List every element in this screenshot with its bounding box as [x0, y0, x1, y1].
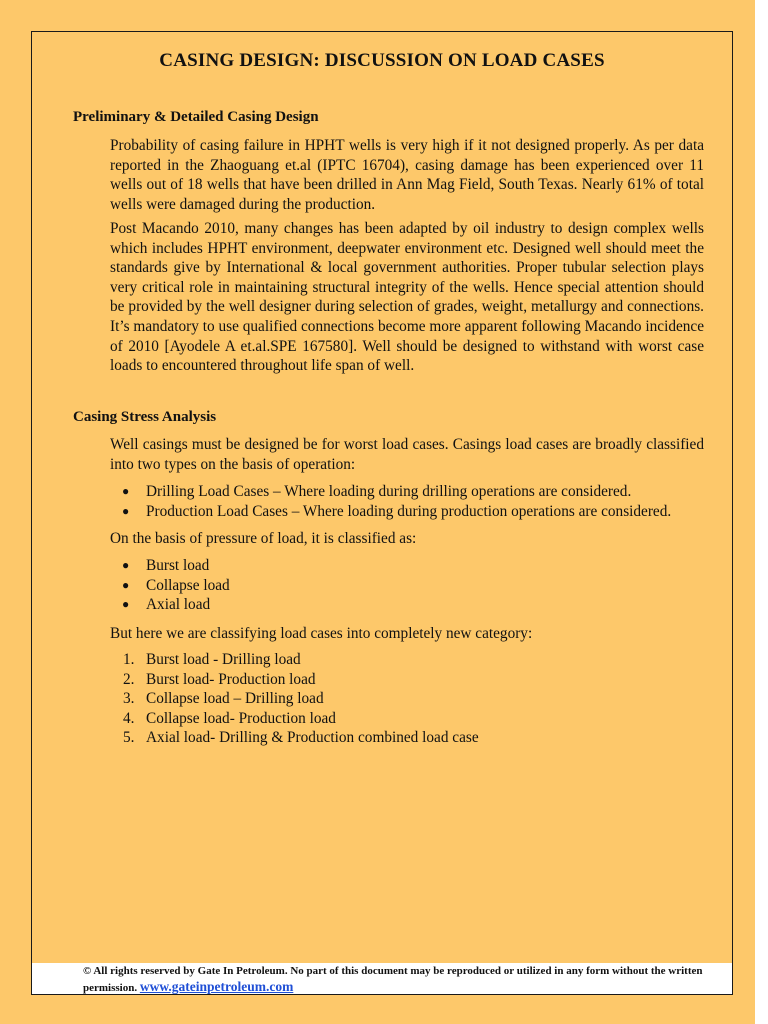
document-title: CASING DESIGN: DISCUSSION ON LOAD CASES	[159, 50, 605, 71]
list-item: 2. Burst load- Production load	[123, 670, 316, 688]
bullet-icon: ●	[122, 484, 130, 498]
list-item: 4. Collapse load- Production load	[123, 709, 336, 727]
list-item: ● Drilling Load Cases – Where loading during drilling operations are considered.	[122, 483, 632, 500]
list-item: ● Axial load	[122, 596, 211, 614]
section-heading-preliminary: Preliminary & Detailed Casing Design	[73, 109, 319, 125]
new-category-intro: But here we are classifying load cases into completely new category:	[110, 625, 533, 642]
pressure-types-list	[110, 556, 230, 615]
bullet-icon: ●	[122, 503, 130, 518]
paragraph-post-macando: Post Macando 2010, many changes has been adapted by oil industry to design complex wells which includes HPHT environment, deepwater environment etc. Designed well should meet the standards give by International & local government authorities. Proper tubular selection plays very critical role in maintaining structural integrity of the wells. Hence special attention should be provided by the well designer during selection of grades, weight, metallurgy and connections. It’s mandatory to use qualified connections become more apparent following Macando incidence of 2010 [Ayodele A et.al.SPE 167580]. Well should be designed to withstand with worst case loads to encountered throughout life span of well.	[110, 220, 704, 375]
list-item: 3. Collapse load – Drilling load	[123, 690, 324, 708]
list-item: ● Collapse load	[122, 576, 230, 594]
list-item: ● Burst load	[122, 557, 210, 574]
list-item: 5. Axial load- Drilling & Production combined load case	[123, 729, 479, 747]
bullet-icon: ●	[122, 577, 130, 592]
bullet-icon: ●	[122, 597, 130, 612]
bullet-icon: ●	[122, 558, 130, 572]
list-item: ● Production Load Cases – Where loading during production operations are considered.	[122, 502, 672, 520]
footer-notice	[83, 964, 723, 996]
copyright-notice: © All rights reserved by Gate In Petroleum. No part of this document may be reproduced or utilized in any form without the written permission.	[83, 965, 703, 994]
paragraph-load-cases-intro: Well casings must be designed be for worst load cases. Casings load cases are broadly classified into two types on the basis of operation:	[110, 436, 704, 473]
website-link[interactable]: www.gateinpetroleum.com	[139, 979, 294, 994]
section-heading-stress-analysis: Casing Stress Analysis	[73, 409, 217, 425]
pressure-classification-intro: On the basis of pressure of load, it is classified as:	[110, 530, 417, 547]
paragraph-casing-failure: Probability of casing failure in HPHT wells is very high if it not designed properly. As per data reported in the Zhaoguang et.al (IPTC 16704), casing damage has been experienced over 11 wells out of 18 wells that have been drilled in Ann Mag Field, South Texas. Nearly 61% of total wells were damaged during the production.	[110, 137, 704, 213]
new-categories-list	[110, 650, 479, 748]
list-item: 1. Burst load - Drilling load	[123, 651, 301, 668]
operation-types-list	[110, 482, 671, 521]
